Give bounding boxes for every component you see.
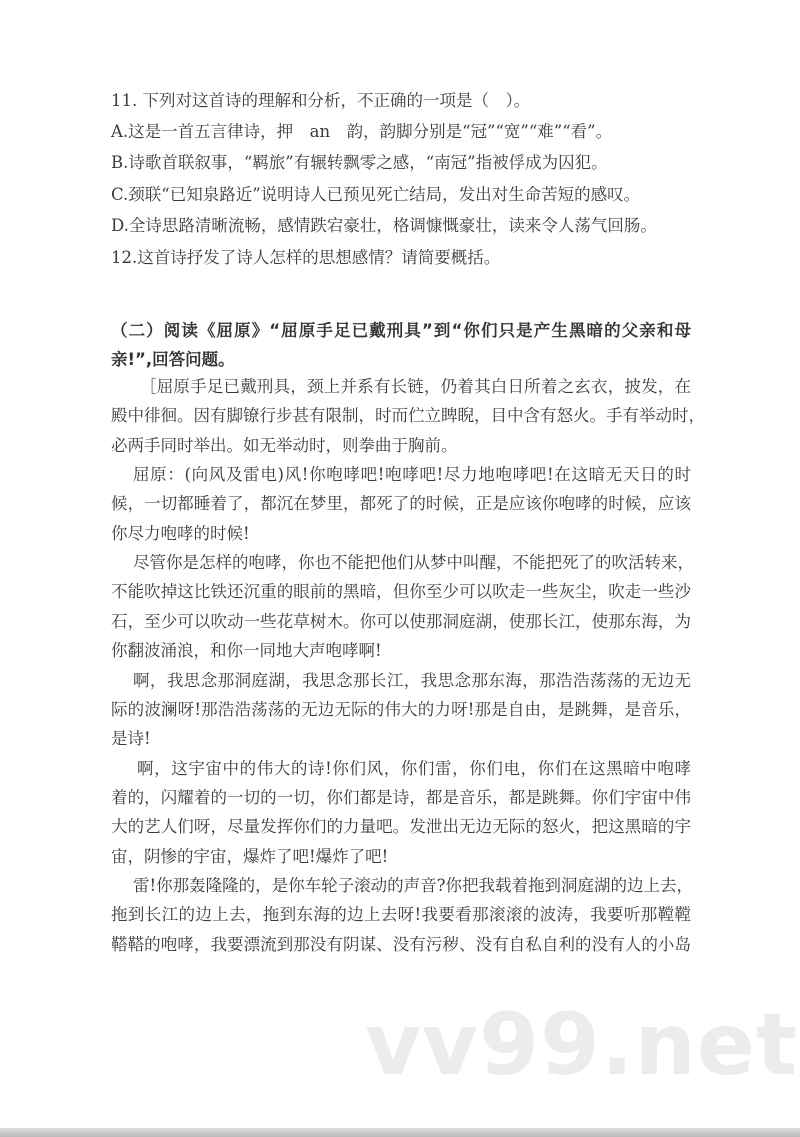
passage-line: 是诗! [111, 729, 151, 749]
passage-line: 尽管你是怎样的咆哮，你也不能把他们从梦中叫醒，不能把死了的吹活转来， [133, 553, 694, 573]
passage-line: ［屈原手足已戴刑具，颈上并系有长链，仍着其白日所着之玄衣，披发，在 [140, 377, 691, 396]
page-bottom-edge [0, 1128, 800, 1137]
passage-line: 石，至少可以吹动一些花草树木。你可以使那洞庭湖，使那长江，使那东海，为 [111, 611, 691, 631]
watermark: vv99.net [365, 995, 799, 1095]
passage-line: 宙，阴惨的宇宙，爆炸了吧!爆炸了吧! [111, 846, 389, 866]
question-12: 12.这首诗抒发了诗人怎样的思想感情？请简要概括。 [111, 248, 501, 267]
passage-line: 必两手同时举出。如无举动时，则拳曲于胸前。 [111, 435, 458, 455]
passage-line: 雷!你那轰隆隆的，是你车轮子滚动的声音?你把我载着拖到洞庭湖的边上去， [133, 875, 693, 895]
passage-line: 你尽力咆哮的时候! [111, 523, 250, 543]
passage-line: 你翻波涌浪，和你一同地大声咆哮啊! [111, 641, 382, 661]
option-d: D.全诗思路清晰流畅，感情跌宕豪壮，格调慷慨豪壮，读来令人荡气回肠。 [111, 216, 657, 235]
passage-line: 候，一切都睡着了，都沉在梦里，都死了的时候，正是应该你咆哮的时候，应该 [111, 494, 691, 514]
section-heading-line-1: （二）阅读《屈原》“屈原手足已戴刑具”到“你们只是产生黑暗的父亲和母 [111, 321, 691, 340]
passage-line: 屈原：(向风及雷电)风!你咆哮吧!咆哮吧!尽力地咆哮吧!在这暗无天日的时 [133, 465, 691, 485]
passage-line: 大的艺人们呀，尽量发挥你们的力量吧。发泄出无边无际的怒火，把这黑暗的宇 [111, 817, 691, 837]
passage-line: 鞳鞳的咆哮，我要漂流到那没有阴谋、没有污秽、没有自私自利的没有人的小岛 [111, 934, 691, 954]
passage-line: 啊，我思念那洞庭湖，我思念那长江，我思念那东海，那浩浩荡荡的无边无 [133, 670, 691, 690]
option-b: B.诗歌首联叙事，“羁旅”有辗转飘零之感，“南冠”指被俘成为囚犯。 [111, 153, 608, 172]
passage-line: 拖到长江的边上去，拖到东海的边上去呀!我要看那滚滚的波涛，我要听那鞺鞺 [111, 905, 691, 925]
passage-line: 啊，这宇宙中的伟大的诗!你们风，你们雷，你们电，你们在这黑暗中咆哮 [137, 758, 691, 778]
passage-line: 不能吹掉这比铁还沉重的眼前的黑暗，但你至少可以吹走一些灰尘，吹走一些沙 [111, 582, 691, 602]
question-11: 11. 下列对这首诗的理解和分析，不正确的一项是（ ）。 [111, 91, 531, 110]
section-heading-line-2: 亲!”,回答问题。 [111, 350, 235, 369]
passage-line: 殿中徘徊。因有脚镣行步甚有限制，时而伫立睥睨，目中含有怒火。手有举动时， [111, 406, 705, 426]
option-c: C.颈联“已知泉路近”说明诗人已预见死亡结局，发出对生命苦短的感叹。 [111, 185, 641, 204]
passage-line: 际的波澜呀!那浩浩荡荡的无边无际的伟大的力呀!那是自由，是跳舞，是音乐， [111, 699, 691, 719]
option-a: A.这是一首五言律诗，押 an 韵，韵脚分别是“冠”“宽”“难”“看”。 [111, 122, 613, 141]
passage-line: 着的，闪耀着的一切的一切，你们都是诗，都是音乐，都是跳舞。你们宇宙中伟 [111, 787, 691, 807]
